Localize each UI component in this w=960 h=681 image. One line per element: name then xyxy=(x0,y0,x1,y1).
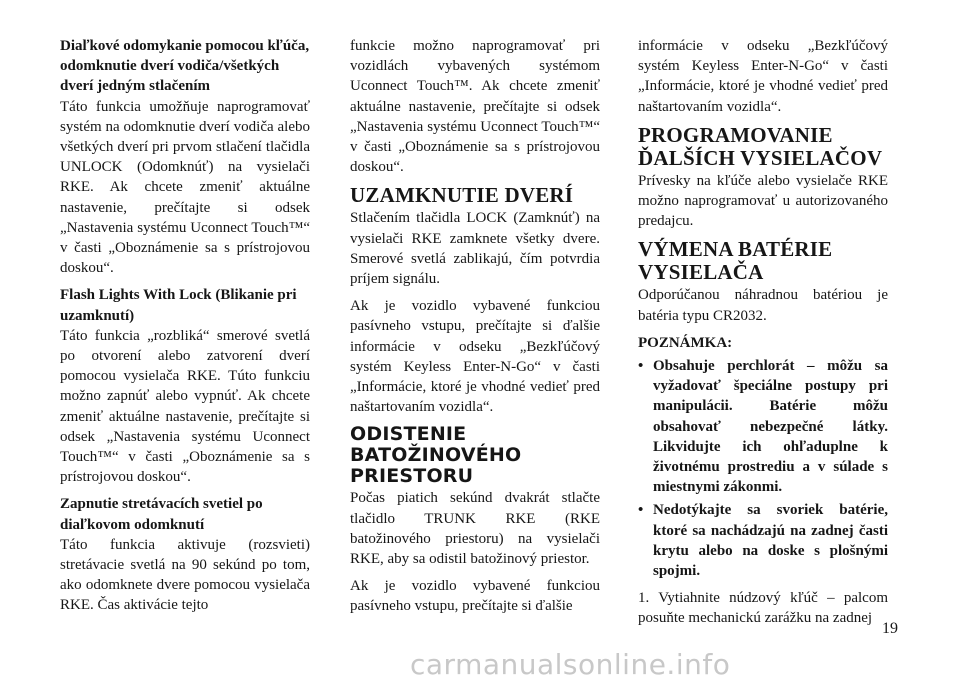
paragraph-flash-lights: Táto funkcia „rozbliká“ smerové svetlá po otvorení alebo zatvorení dverí pomocou vysielača RKE. Túto funkciu možno zapnúť alebo vypnúť. Ak chcete zmeniť aktuálne nastavenie, prečítajte si odsek „Nastavenia systému Uconnect Touch™“ v časti „Oboznámenie sa s prístrojovou doskou“. xyxy=(60,327,310,486)
bullet-icon: • xyxy=(638,502,644,519)
note-item-text: Obsahuje perchlorát – môžu sa vyžadovať špeciálne postupy pri manipulácii. Batérie môžu obsahovať nebezpečné látky. Likvidujte ich ohľaduplne k životnému prostrediu a v súlade s miestnymi zákonmi. xyxy=(653,358,888,496)
bullet-icon: • xyxy=(638,358,644,375)
heading-program-transmitters: PROGRAMOVANIE ĎALŠÍCH VYSIELAČOV xyxy=(638,122,883,170)
heading-battery-replacement: VÝMENA BATÉRIE VYSIELAČA xyxy=(638,237,833,285)
paragraph-continued: informácie v odseku „Bezkľúčový systém Keyless Enter-N-Go“ v časti „Informácie, ktoré je vhodné vedieť pred naštartovaním vozidla“. xyxy=(638,38,888,115)
heading-flash-lights: Flash Lights With Lock (Blikanie pri uzamknutí) xyxy=(60,287,297,324)
note-item-text: Nedotýkajte sa svoriek batérie, ktoré sa nachádzajú na zadnej časti krytu alebo na doske s plošnými spojmi. xyxy=(653,502,888,580)
note-item xyxy=(638,356,888,497)
column-2 xyxy=(350,36,600,624)
heading-headlights-unlock: Zapnutie stretávacích svetiel po diaľkovom odomknutí xyxy=(60,496,263,533)
paragraph-program-transmitters: Prívesky na kľúče alebo vysielače RKE možno naprogramovať u autorizovaného predajcu. xyxy=(638,172,888,230)
heading-trunk-release: ODISTENIE BATOŽINOVÉHO PRIESTORU xyxy=(350,423,522,488)
page-number: 19 xyxy=(882,620,898,637)
column-3 xyxy=(638,36,888,636)
paragraph-step-1: 1. Vytiahnite núdzový kľúč – palcom posuňte mechanickú zarážku na zadnej xyxy=(638,590,888,627)
note-item xyxy=(638,500,888,581)
heading-door-lock: UZAMKNUTIE DVERÍ xyxy=(350,183,574,208)
note-label: POZNÁMKA: xyxy=(638,334,733,351)
heading-remote-unlock: Diaľkové odomykanie pomocou kľúča, odomknutie dverí vodiča/všetkých dverí jedným stlačením xyxy=(60,38,310,95)
paragraph-continued: funkcie možno naprogramovať pri vozidlách vybavených systémom Uconnect Touch™. Ak chcete zmeniť aktuálne nastavenie, prečítajte si odsek „Nastavenia systému Uconnect Touch™“ v časti „Oboznámenie sa s prístrojovou doskou“. xyxy=(350,38,600,176)
paragraph-remote-unlock: Táto funkcia umožňuje naprogramovať systém na odomknutie dverí vodiča alebo všetkých dverí pri prvom stlačení tlačidla UNLOCK (Odomknúť) na vysielači RKE. Ak chcete zmeniť aktuálne nastavenie, prečítajte si odsek „Nastavenia systému Uconnect Touch™“ v časti „Oboznámenie sa s prístrojovou doskou“. xyxy=(60,98,310,277)
paragraph-trunk-1: Počas piatich sekúnd dvakrát stlačte tlačidlo TRUNK RKE (RKE batožinového priestoru) na vysielači RKE, aby sa odistil batožinový priestor. xyxy=(350,490,600,568)
paragraph-battery: Odporúčanou náhradnou batériou je batéria typu CR2032. xyxy=(638,287,888,324)
watermark: carmanualsonline.info xyxy=(410,648,731,681)
column-1 xyxy=(60,36,310,623)
paragraph-lock-1: Stlačením tlačidla LOCK (Zamknúť) na vysielači RKE zamknete všetky dvere. Smerové svetlá zablikajú, čím potvrdia príjem signálu. xyxy=(350,210,600,288)
paragraph-trunk-2: Ak je vozidlo vybavené funkciou pasívneho vstupu, prečítajte si ďalšie xyxy=(350,578,600,615)
note-list xyxy=(638,356,888,581)
paragraph-lock-2: Ak je vozidlo vybavené funkciou pasívneho vstupu, prečítajte si ďalšie informácie v odseku „Bezkľúčový systém Keyless Enter-N-Go“ v časti „Informácie, ktoré je vhodné vedieť pred naštartovaním vozidla“. xyxy=(350,298,600,416)
paragraph-headlights-unlock: Táto funkcia aktivuje (rozsvieti) stretávacie svetlá na 90 sekúnd po tom, ako odomknete dvere pomocou vysielača RKE. Čas aktivácie tejto xyxy=(60,536,310,614)
